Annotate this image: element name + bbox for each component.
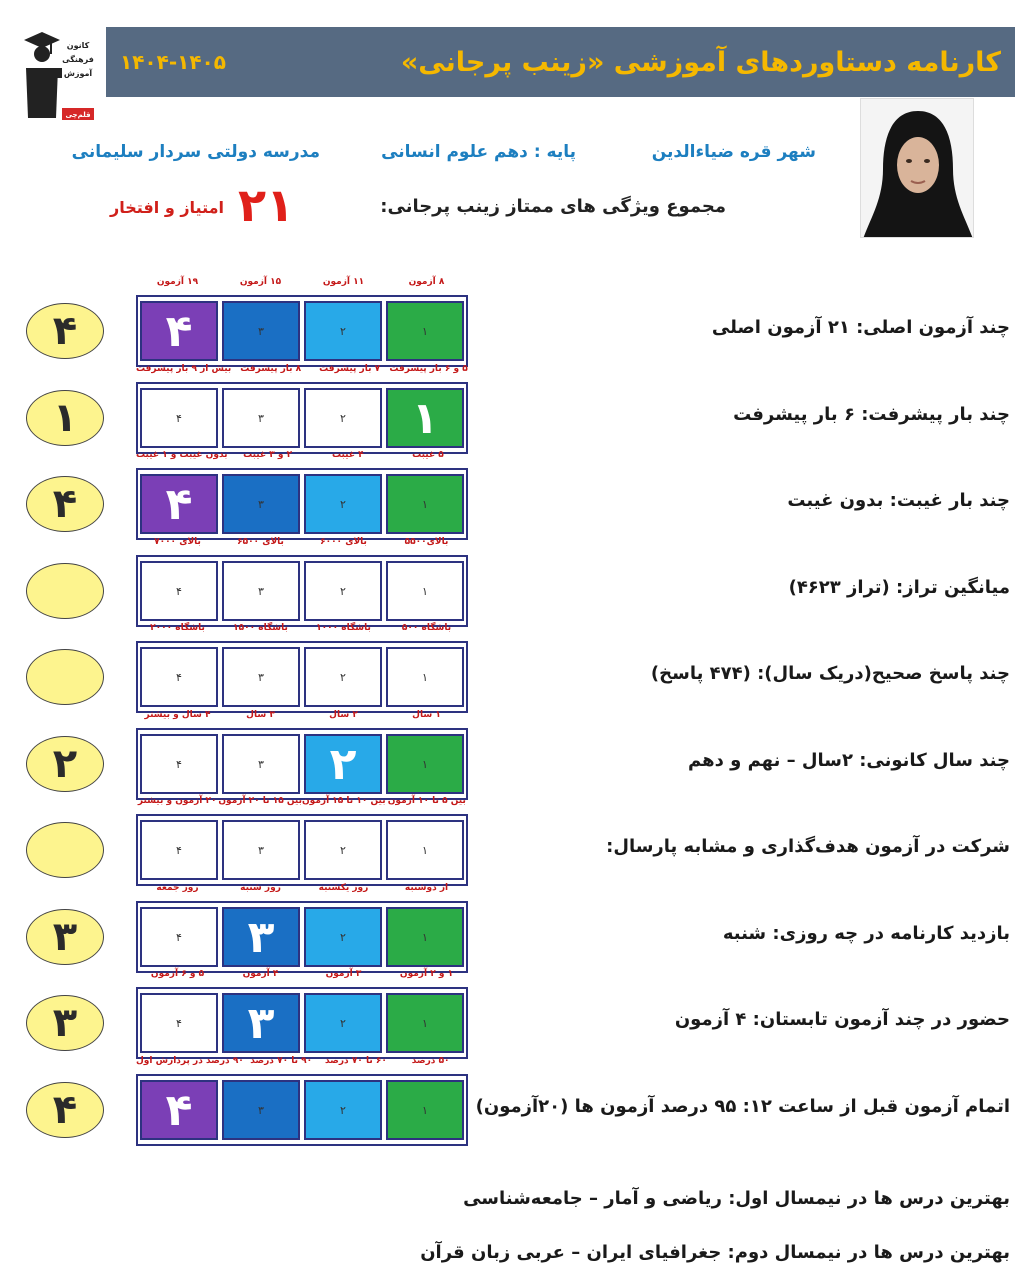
total-score: ۲۱ [238,178,295,232]
grade-label: پایه : دهم علوم انسانی [381,142,576,162]
criteria-label: ۷ بار پیشرفت [319,364,381,374]
best-subjects-sem1: بهترین درس ها در نیمسال اول: ریاضی و آمار – جامعه‌شناسی [463,1188,1010,1209]
row-criteria-labels [136,277,468,291]
row-criteria-labels [136,1056,468,1070]
score-cell-3: ۳ [222,734,300,794]
criteria-label: ۱ و ۲ آزمون [399,969,454,979]
score-cell-1: ۱ [386,1080,464,1140]
criteria-label: بالای۵۵۰۰ [404,537,449,547]
city-label: شهر قره ضیاءالدین [651,142,816,162]
academic-years: ۱۴۰۴-۱۴۰۵ [120,50,226,74]
row-question: چند پاسخ صحیح(دریک سال): (۴۷۴ پاسخ) [650,663,1010,684]
criteria-label: ۲ و ۳ غیبت [243,450,293,460]
row-question: چند بار پیشرفت: ۶ بار پیشرفت [733,404,1010,425]
logo-text-4: قلم‌چی [65,111,91,119]
score-grid [136,814,468,886]
criteria-label: ۴ سال و بیشتر [144,710,211,720]
school-label: مدرسه دولتی سردار سلیمانی [71,142,320,162]
criteria-label: بالای ۶۵۰۰ [237,537,284,547]
score-cell-2: ۲ [304,647,382,707]
kanoon-logo [20,28,98,124]
criteria-label: بین ۱۰ تا ۱۵ آزمون [302,796,386,806]
score-cell-2: ۲ [304,734,382,794]
criteria-label: باشگاه ۱۵۰۰ [233,623,288,633]
score-cell-4: ۴ [140,1080,218,1140]
score-cell-4: ۴ [140,907,218,967]
total-label: مجموع ویژگی های ممتاز زینب پرجانی: [380,196,726,217]
row-score-oval [26,822,104,878]
page-title: کارنامه دستاوردهای آموزشی «زینب پرجانی» [400,46,1001,78]
criteria-label: ۹۰ تا ۷۰ درصد [250,1056,313,1066]
criteria-label: ۸ بار پیشرفت [240,364,302,374]
score-grid [136,468,468,540]
criteria-label: بین ۱۵ تا ۲۰ آزمون [218,796,302,806]
criteria-label: ۴ غیبت [331,450,364,460]
score-cell-4: ۴ [140,301,218,361]
score-cell-3: ۳ [222,647,300,707]
row-question: بازدید کارنامه در چه روزی: شنبه [722,923,1010,944]
criteria-label: از دوشنبه [404,883,449,893]
row-criteria-labels [136,883,468,897]
score-cell-4: ۴ [140,647,218,707]
score-cell-2: ۲ [304,820,382,880]
criteria-label: باشگاه ۵۰۰ [401,623,452,633]
logo-text-1: کانون [66,41,90,50]
row-score-oval [26,563,104,619]
criteria-label: ۹۰ درصد در پردازش اول [136,1056,244,1066]
score-grid [136,728,468,800]
score-grid [136,1074,468,1146]
criteria-label: ۲ سال [329,710,358,720]
score-cell-3: ۳ [222,474,300,534]
criteria-label: بین ۵ تا ۱۰ آزمون [387,796,466,806]
logo-text-2: فرهنگی [62,55,94,64]
score-grid [136,555,468,627]
row-question: حضور در چند آزمون تابستان: ۴ آزمون [674,1009,1010,1030]
row-criteria-labels [136,364,468,378]
score-cell-1: ۱ [386,647,464,707]
score-cell-2: ۲ [304,301,382,361]
student-photo [860,98,974,238]
row-score-oval: ۳ [26,909,104,965]
criteria-label: روز یکشنبه [318,883,369,893]
criteria-label: ۵ و ۶ آزمون [150,969,205,979]
score-cell-1: ۱ [386,907,464,967]
criteria-label: ۸ آزمون [408,277,445,287]
row-question: شرکت در آزمون هدف‌گذاری و مشابه پارسال: [606,836,1010,857]
row-question: چند سال کانونی: ۲سال – نهم و دهم [688,750,1010,771]
score-cell-4: ۴ [140,993,218,1053]
score-cell-2: ۲ [304,474,382,534]
score-cell-1: ۱ [386,474,464,534]
criteria-label: ۱۱ آزمون [322,277,365,287]
score-cell-1: ۱ [386,388,464,448]
criteria-label: ۴ آزمون [242,969,279,979]
criteria-label: ۱۵ آزمون [239,277,282,287]
score-cell-3: ۳ [222,301,300,361]
score-cell-2: ۲ [304,561,382,621]
criteria-label: روز جمعه [156,883,199,893]
total-suffix: امتیاز و افتخار [110,198,224,217]
criteria-label: ۱۹ آزمون [156,277,199,287]
best-subjects-sem2: بهترین درس ها در نیمسال دوم: جغرافیای ایران – عربی زبان قرآن [420,1242,1010,1263]
score-cell-3: ۳ [222,907,300,967]
score-cell-2: ۲ [304,907,382,967]
score-cell-4: ۴ [140,474,218,534]
criteria-label: ۵ و ۶ بار پیشرفت [389,364,468,374]
score-cell-3: ۳ [222,388,300,448]
criteria-label: ۲۰ آزمون و بیشتر [137,796,217,806]
score-cell-1: ۱ [386,301,464,361]
score-cell-3: ۳ [222,820,300,880]
row-criteria-labels [136,450,468,464]
score-grid [136,641,468,713]
row-criteria-labels [136,796,468,810]
row-criteria-labels [136,623,468,637]
header-banner [106,27,1015,97]
row-question: میانگین تراز: (تراز ۴۶۲۳) [788,577,1010,598]
score-grid [136,295,468,367]
criteria-label: ۵ غیبت [412,450,444,460]
score-cell-4: ۴ [140,561,218,621]
criteria-label: ۵۰ درصد [411,1056,450,1066]
criteria-label: باشگاه ۲۰۰۰ [150,623,205,633]
criteria-label: ۶۰ تا ۷۰ درصد [324,1056,387,1066]
criteria-label: ۳ سال [246,710,275,720]
row-question: چند آزمون اصلی: ۲۱ آزمون اصلی [711,317,1010,338]
row-score-oval: ۲ [26,736,104,792]
score-cell-1: ۱ [386,734,464,794]
criteria-label: ۱ سال [412,710,441,720]
row-score-oval: ۴ [26,303,104,359]
row-criteria-labels [136,710,468,724]
score-cell-4: ۴ [140,820,218,880]
score-cell-1: ۱ [386,820,464,880]
criteria-label: بالای ۶۰۰۰ [320,537,367,547]
row-criteria-labels [136,537,468,551]
row-score-oval: ۴ [26,1082,104,1138]
score-grid [136,901,468,973]
score-cell-2: ۲ [304,1080,382,1140]
score-cell-1: ۱ [386,993,464,1053]
criteria-label: بالای ۷۰۰۰ [154,537,201,547]
row-question: اتمام آزمون قبل از ساعت ۱۲: ۹۵ درصد آزمون ها (۲۰آزمون) [475,1096,1010,1117]
row-criteria-labels [136,969,468,983]
row-score-oval [26,649,104,705]
criteria-label: بیش از ۹ بار پیشرفت [136,364,232,374]
criteria-label: باشگاه ۱۰۰۰ [316,623,371,633]
row-score-oval: ۳ [26,995,104,1051]
row-score-oval: ۴ [26,476,104,532]
score-cell-3: ۳ [222,561,300,621]
row-question: چند بار غیبت: بدون غیبت [787,490,1010,511]
score-cell-2: ۲ [304,993,382,1053]
score-grid [136,987,468,1059]
row-score-oval: ۱ [26,390,104,446]
score-cell-4: ۴ [140,734,218,794]
score-cell-3: ۳ [222,1080,300,1140]
score-cell-3: ۳ [222,993,300,1053]
score-cell-4: ۴ [140,388,218,448]
criteria-label: ۳ آزمون [325,969,362,979]
criteria-label: روز شنبه [240,883,281,893]
score-cell-1: ۱ [386,561,464,621]
score-grid [136,382,468,454]
score-cell-2: ۲ [304,388,382,448]
criteria-label: بدون غیبت و ۱ غیبت [136,450,228,460]
logo-text-3: آموزش [63,69,93,78]
